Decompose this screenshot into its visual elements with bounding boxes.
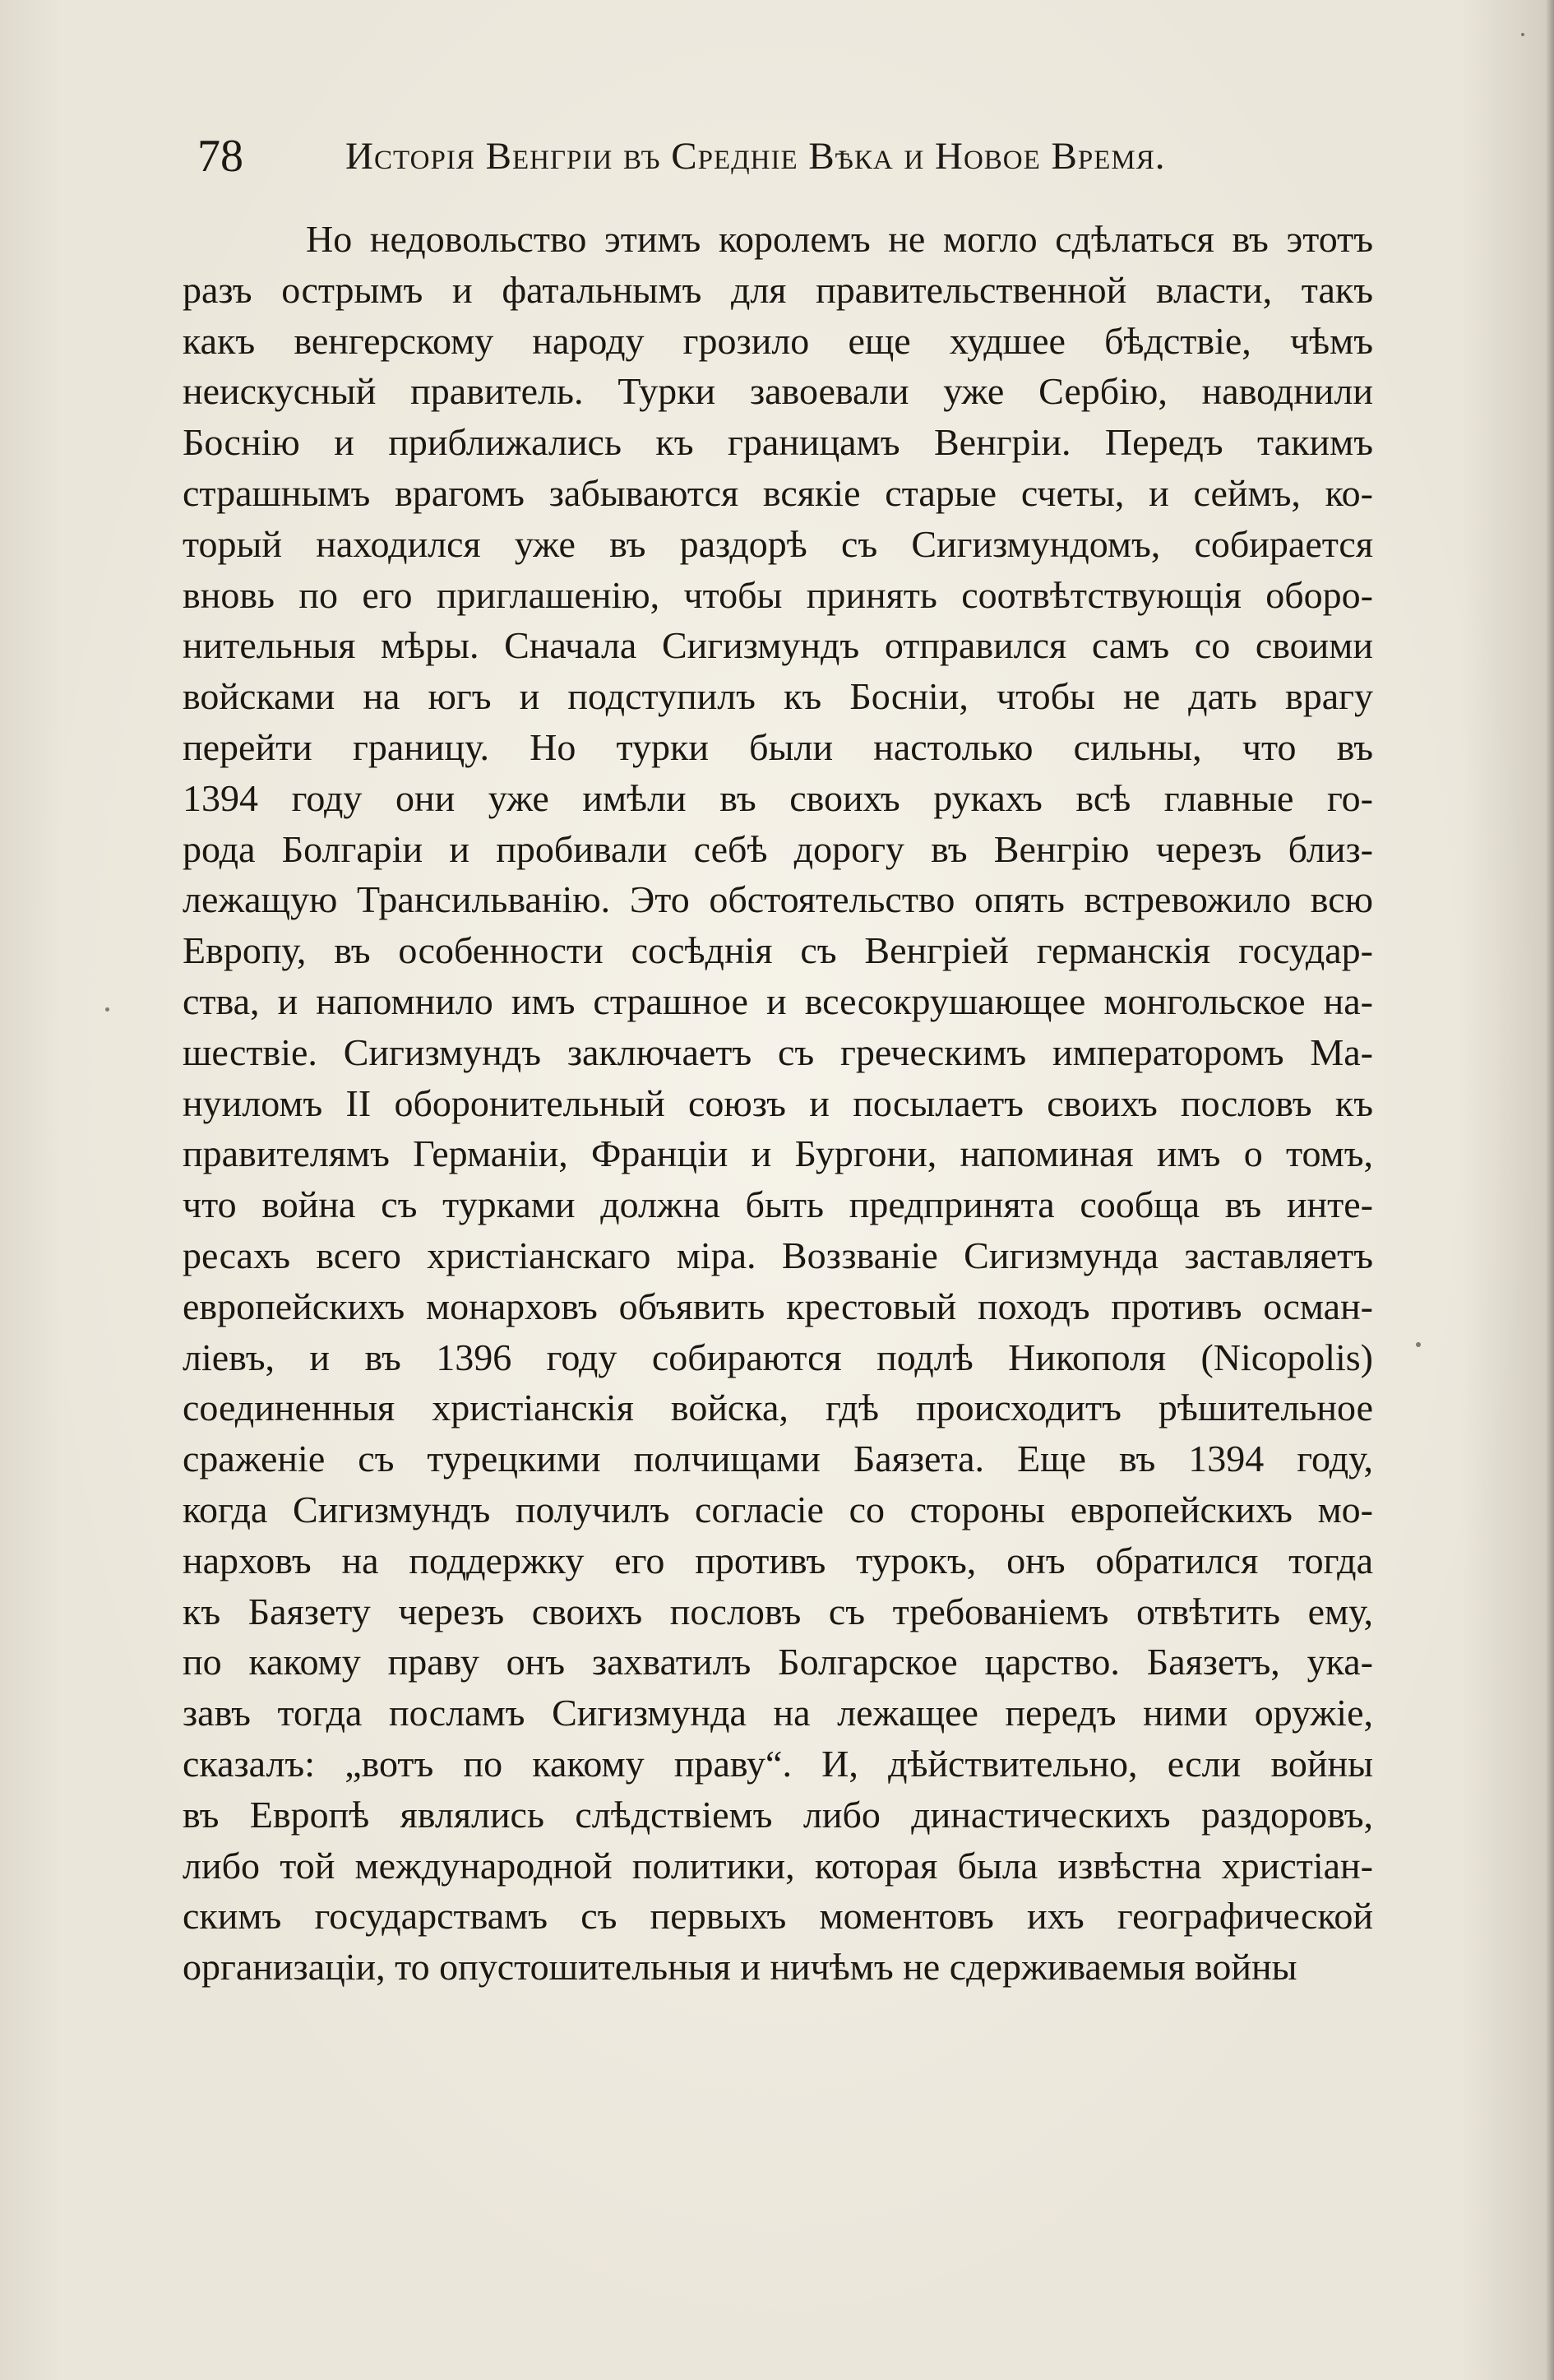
text-line: ресахъ всего христіанскаго міра. Воззваніе Сигизмунда заставляетъ [183,1234,1373,1276]
text-line: торый находился уже въ раздорѣ съ Сигизмундомъ, собирается [183,522,1373,565]
ink-speck [1521,33,1524,36]
body-text [183,214,1373,1993]
page-number: 78 [197,131,243,182]
text-line: сказалъ: „вотъ по какому праву“. И, дѣйствительно, если войны [183,1742,1373,1785]
text-line: когда Сигизмундъ получилъ согласіе со стороны европейскихъ мо- [183,1488,1373,1530]
text-line: войсками на югъ и подступилъ къ Босніи, чтобы не дать врагу [183,675,1373,718]
text-line: лежащую Трансильванію. Это обстоятельство опять встревожило всю [183,878,1373,921]
text-line: нарховъ на поддержку его противъ турокъ, онъ обратился тогда [183,1539,1373,1581]
ink-speck [1416,1342,1421,1347]
text-line: перейти границу. Но турки были настолько сильны, что въ [183,725,1373,768]
text-line: Европу, въ особенности сосѣднія съ Венгріей германскія государ- [183,929,1373,972]
text-line: къ Баязету черезъ своихъ пословъ съ требованіемъ отвѣтить ему, [183,1590,1373,1632]
text-line: 1394 году они уже имѣли въ своихъ рукахъ всѣ главные го- [183,776,1373,819]
text-line: страшнымъ врагомъ забываются всякіе старые счеты, и сеймъ, ко- [183,471,1373,514]
text-line: ліевъ, и въ 1396 году собираются подлѣ Никополя (Nicopolis) [183,1336,1373,1378]
page-edge-shadow [1546,0,1554,2380]
text-line: какъ венгерскому народу грозило еще худшее бѣдствіе, чѣмъ [183,319,1373,362]
text-line: Боснію и приближались къ границамъ Венгріи. Передъ такимъ [183,421,1373,464]
text-line: что война съ турками должна быть предпринята сообща въ инте- [183,1183,1373,1226]
text-line: организаціи, то опустошительныя и ничѣмъ не сдерживаемыя войны [183,1946,1297,1989]
text-line: шествіе. Сигизмундъ заключаетъ съ греческимъ императоромъ Ма- [183,1030,1373,1073]
text-line: по какому праву онъ захватилъ Болгарское царство. Баязетъ, ука- [183,1641,1373,1683]
text-line: скимъ государствамъ съ первыхъ моментовъ ихъ географической [183,1895,1373,1938]
running-title: Исторія Венгріи въ Средніе Вѣка и Новое Время. [345,135,1166,178]
text-line: въ Европѣ являлись слѣдствіемъ либо династическихъ раздоровъ, [183,1793,1373,1836]
text-line: вновь по его приглашенію, чтобы принять соотвѣтствующія оборо- [183,573,1373,616]
text-line: завъ тогда посламъ Сигизмунда на лежащее передъ ними оружіе, [183,1692,1373,1734]
text-line: соединенныя христіанскія войска, гдѣ происходитъ рѣшительное [183,1387,1373,1429]
text-line: ства, и напомнило имъ страшное и всесокрушающее монгольское на- [183,979,1373,1022]
text-line: нительныя мѣры. Сначала Сигизмундъ отправился самъ со своими [183,624,1373,667]
page-header [197,123,1365,189]
text-line: неискусный правитель. Турки завоевали уже Сербію, наводнили [183,370,1373,413]
text-line: сраженіе съ турецкими полчищами Баязета. Еще въ 1394 году, [183,1438,1373,1480]
ink-speck [105,1007,109,1012]
text-line: правителямъ Германіи, Франціи и Бургони, напоминая имъ о томъ, [183,1132,1373,1175]
text-line: разъ острымъ и фатальнымъ для правительственной власти, такъ [183,268,1373,311]
text-line: рода Болгаріи и пробивали себѣ дорогу въ Венгрію черезъ близ- [183,827,1373,870]
text-line: европейскихъ монарховъ объявить крестовый походъ противъ осман- [183,1285,1373,1327]
text-line: нуиломъ II оборонительный союзъ и посылаетъ своихъ пословъ къ [183,1081,1373,1124]
text-line: Но недовольство этимъ королемъ не могло сдѣлаться въ этотъ [306,218,1373,260]
text-line: либо той международной политики, которая была извѣстна христіан- [183,1844,1373,1887]
